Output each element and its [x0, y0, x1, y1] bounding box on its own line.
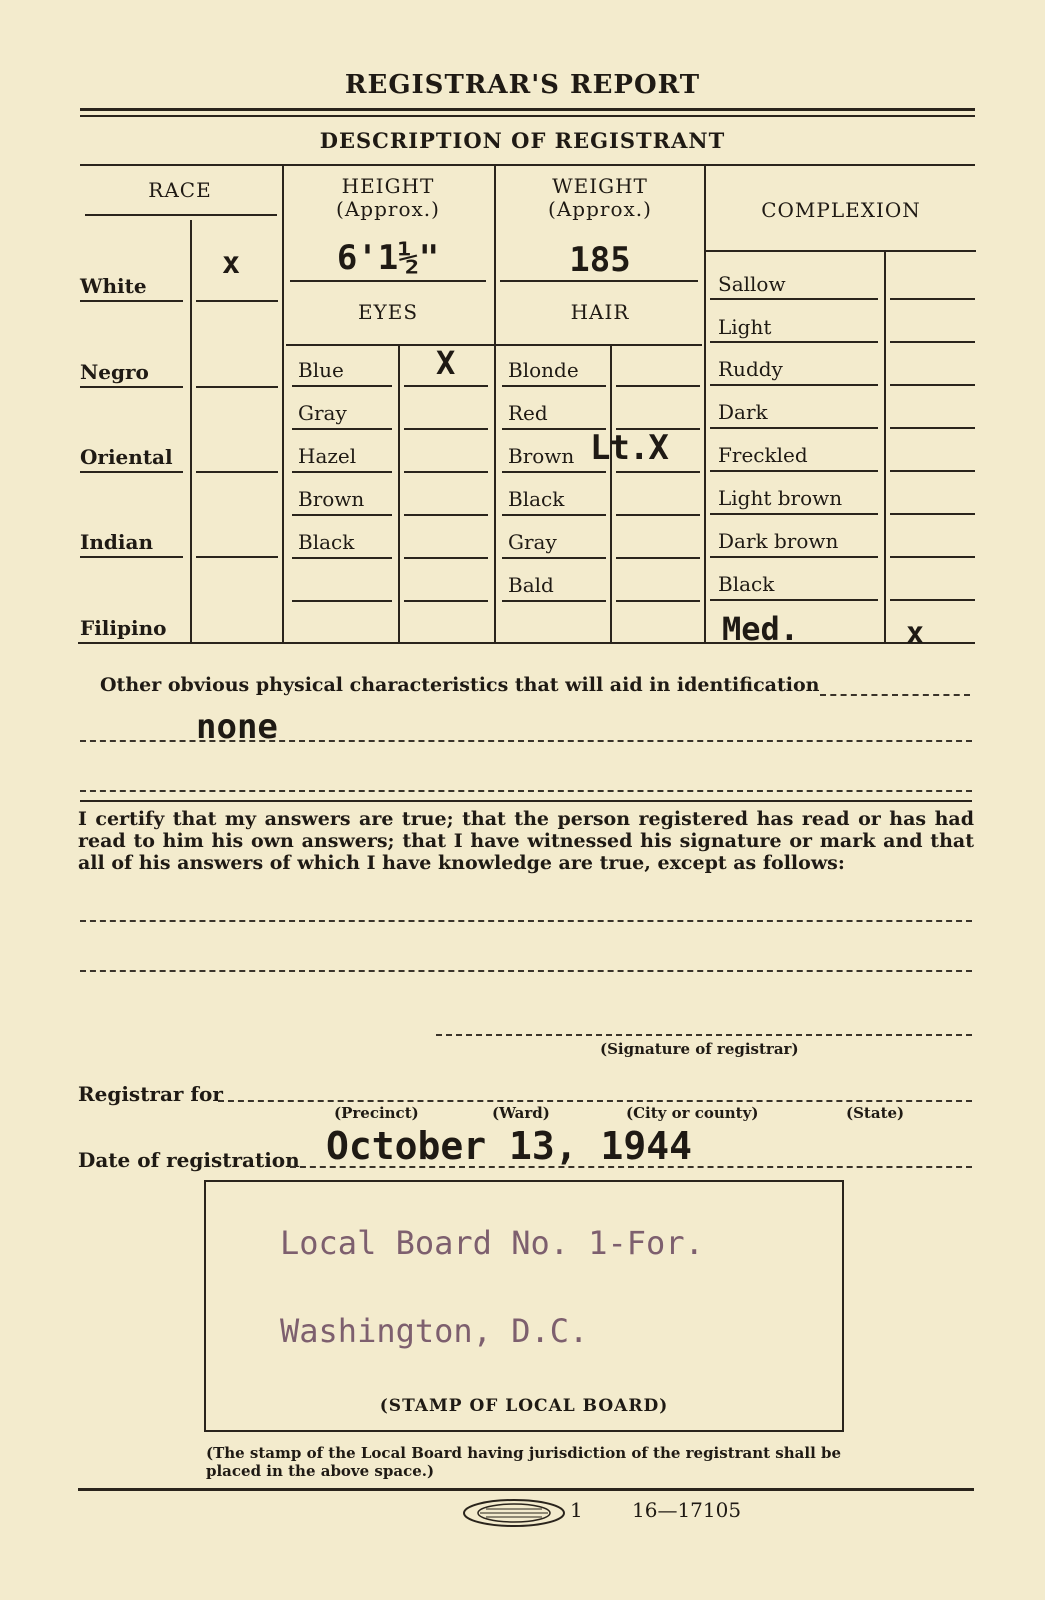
hair-brown-mark: Lt.X — [590, 428, 668, 468]
race-white: White — [80, 274, 147, 298]
row-rule — [710, 470, 878, 472]
row-rule — [196, 471, 278, 473]
height-value-rule — [290, 280, 486, 282]
hair-bald: Bald — [508, 573, 554, 597]
title-rule — [80, 108, 975, 111]
eyes-black: Black — [298, 530, 355, 554]
col-divider — [190, 220, 192, 643]
row-rule — [710, 556, 878, 558]
other-characteristics-label: Other obvious physical characteristics that will aid in identification — [100, 674, 820, 696]
ward-caption: (Ward) — [492, 1104, 550, 1122]
footer-number: 1 — [570, 1498, 583, 1522]
fill-line — [80, 740, 972, 742]
race-header: RACE — [148, 178, 212, 202]
table-bottom-rule — [78, 642, 975, 644]
complexion-dark-brown: Dark brown — [718, 529, 839, 553]
complexion-sallow: Sallow — [718, 272, 786, 296]
weight-subheader: (Approx.) — [548, 197, 652, 221]
row-rule — [404, 514, 488, 516]
registrar-for-line — [218, 1100, 972, 1102]
row-rule — [616, 557, 700, 559]
row-rule — [710, 427, 878, 429]
other-characteristics-value: none — [196, 707, 278, 747]
complexion-light: Light — [718, 315, 772, 339]
state-caption: (State) — [846, 1104, 905, 1122]
row-rule — [710, 599, 878, 601]
race-filipino: Filipino — [80, 616, 167, 640]
col-divider — [610, 346, 612, 643]
row-rule — [502, 557, 606, 559]
row-rule — [710, 298, 878, 300]
row-rule — [616, 600, 700, 602]
row-rule — [80, 386, 183, 388]
row-rule — [404, 428, 488, 430]
row-rule — [196, 386, 278, 388]
col-divider — [704, 165, 706, 643]
row-rule — [502, 385, 606, 387]
col-divider — [282, 165, 284, 643]
stamp-line-2: Washington, D.C. — [280, 1312, 589, 1350]
row-rule — [404, 600, 488, 602]
row-rule — [890, 599, 975, 601]
row-rule — [616, 428, 700, 430]
other-characteristics-line — [820, 694, 970, 696]
row-rule — [502, 428, 606, 430]
signature-caption: (Signature of registrar) — [600, 1040, 799, 1058]
hair-red: Red — [508, 401, 548, 425]
eyes-hair-rule — [286, 344, 702, 346]
height-subheader: (Approx.) — [336, 197, 440, 221]
complexion-freckled: Freckled — [718, 443, 808, 467]
hair-gray: Gray — [508, 530, 557, 554]
date-label: Date of registration — [78, 1148, 300, 1172]
page-title: REGISTRAR'S REPORT — [344, 70, 701, 100]
col-divider — [494, 165, 496, 643]
height-header: HEIGHT — [341, 174, 435, 198]
eyes-blue-mark: X — [436, 344, 456, 382]
col-divider — [398, 346, 400, 643]
row-rule — [292, 471, 392, 473]
date-value: October 13, 1944 — [326, 1124, 693, 1168]
row-rule — [80, 300, 183, 302]
row-rule — [890, 341, 975, 343]
height-value: 6'1½" — [336, 238, 440, 278]
hair-brown: Brown — [508, 444, 575, 468]
hair-black: Black — [508, 487, 565, 511]
complexion-dark: Dark — [718, 400, 768, 424]
row-rule — [616, 385, 700, 387]
race-white-mark: x — [222, 246, 241, 281]
row-rule — [502, 471, 606, 473]
complexion-light-brown: Light brown — [718, 486, 843, 510]
race-indian: Indian — [80, 530, 153, 554]
exception-line — [80, 920, 972, 922]
row-rule — [292, 514, 392, 516]
eyes-header: EYES — [357, 300, 419, 324]
table-top-rule — [80, 164, 975, 166]
row-rule — [292, 600, 392, 602]
eyes-blue: Blue — [298, 358, 344, 382]
weight-header: WEIGHT — [552, 174, 648, 198]
row-rule — [890, 427, 975, 429]
row-rule — [890, 298, 975, 300]
row-rule — [502, 514, 606, 516]
row-rule — [404, 385, 488, 387]
row-rule — [292, 557, 392, 559]
hair-header: HAIR — [570, 300, 630, 324]
stamp-box — [204, 1180, 844, 1432]
hair-blonde: Blonde — [508, 358, 579, 382]
row-rule — [710, 341, 878, 343]
eyes-hazel: Hazel — [298, 444, 357, 468]
stamp-caption: (STAMP OF LOCAL BOARD) — [379, 1396, 669, 1416]
col-divider — [884, 252, 886, 643]
row-rule — [616, 471, 700, 473]
form-code: 16—17105 — [632, 1498, 742, 1522]
row-rule — [196, 300, 278, 302]
row-rule — [292, 385, 392, 387]
stamp-note: (The stamp of the Local Board having jurisdiction of the registrant shall be placed in the above space.) — [206, 1444, 842, 1480]
weight-value-rule — [500, 280, 698, 282]
signature-line — [436, 1034, 972, 1036]
race-negro: Negro — [80, 360, 149, 384]
eyes-brown: Brown — [298, 487, 365, 511]
complexion-other-value: Med. — [722, 610, 800, 648]
precinct-caption: (Precinct) — [334, 1104, 419, 1122]
row-rule — [616, 514, 700, 516]
row-rule — [292, 428, 392, 430]
row-rule — [890, 513, 975, 515]
section-rule — [80, 800, 972, 802]
complexion-mark: x — [906, 616, 925, 651]
row-rule — [890, 470, 975, 472]
row-rule — [80, 556, 183, 558]
complexion-header-rule — [706, 250, 976, 252]
complexion-header: COMPLEXION — [761, 198, 921, 222]
exception-line — [80, 970, 972, 972]
fill-line — [80, 790, 972, 792]
city-caption: (City or county) — [626, 1104, 759, 1122]
section-subtitle: DESCRIPTION OF REGISTRANT — [319, 128, 726, 153]
complexion-ruddy: Ruddy — [718, 357, 783, 381]
stamp-line-1: Local Board No. 1-For. — [280, 1224, 704, 1262]
footer-rule — [78, 1488, 974, 1491]
row-rule — [404, 557, 488, 559]
certification-text: I certify that my answers are true; that the person registered has read or has had read to him his own answers; that I have witnessed his signature or mark and that all of his answers of which I have knowledge are true, except as follows: — [78, 808, 974, 874]
weight-value: 185 — [569, 240, 631, 280]
row-rule — [710, 513, 878, 515]
row-rule — [710, 384, 878, 386]
union-label-icon — [462, 1498, 566, 1528]
eyes-gray: Gray — [298, 401, 347, 425]
row-rule — [502, 600, 606, 602]
row-rule — [404, 471, 488, 473]
row-rule — [890, 556, 975, 558]
race-header-rule — [85, 214, 277, 216]
title-rule-2 — [80, 115, 975, 117]
row-rule — [890, 384, 975, 386]
row-rule — [80, 471, 183, 473]
race-oriental: Oriental — [80, 445, 173, 469]
complexion-black: Black — [718, 572, 775, 596]
registrar-for-label: Registrar for — [78, 1082, 223, 1106]
row-rule — [196, 556, 278, 558]
